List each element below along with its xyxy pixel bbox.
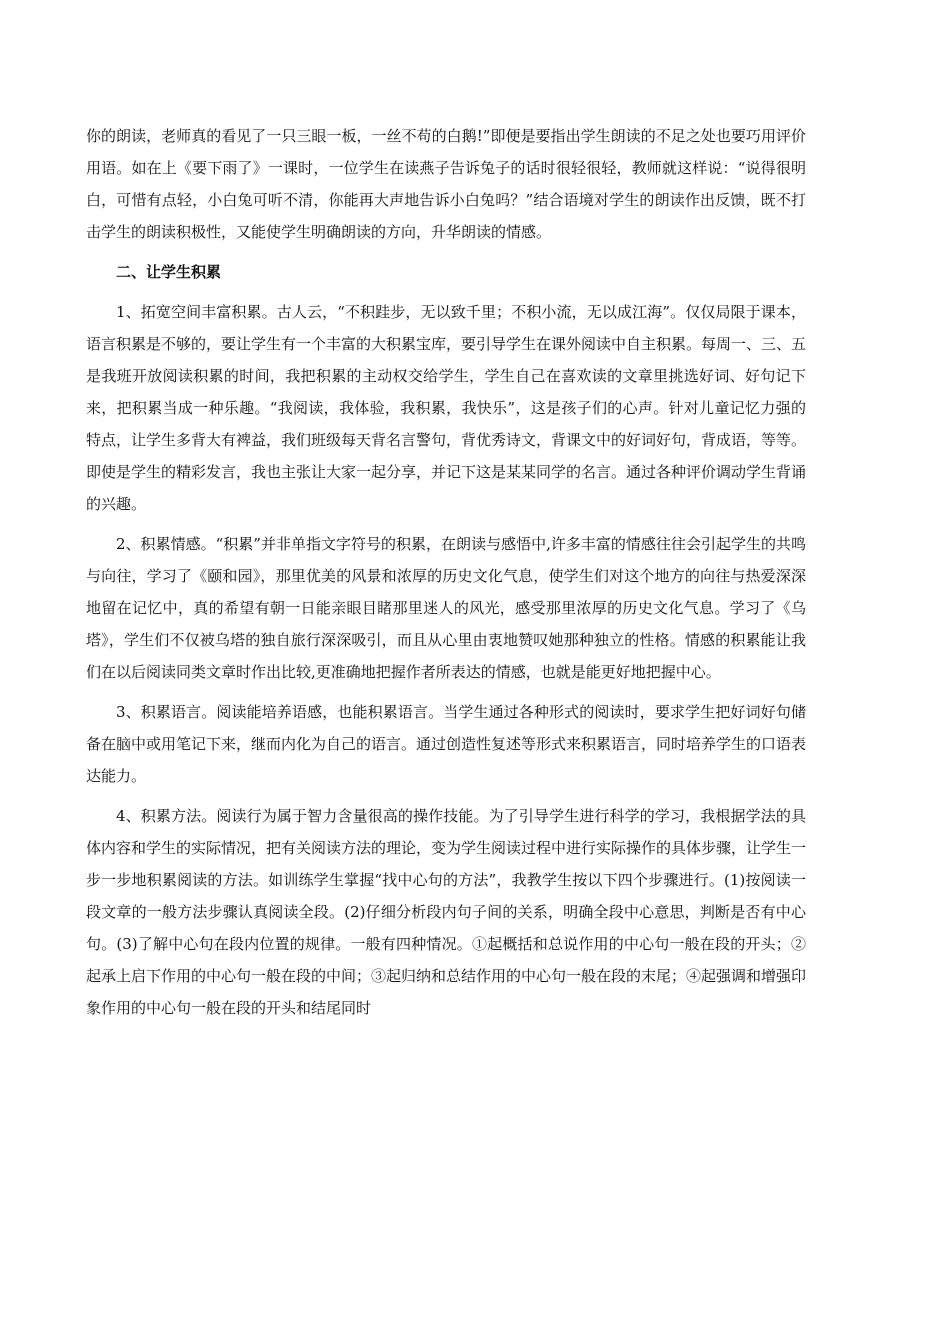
paragraph-item-1: 1、拓宽空间丰富积累。古人云，“不积跬步，无以致千里；不积小流，无以成江海”。仅仅局限于课本，语言积累是不够的，要让学生有一个丰富的大积累宝库，要引导学生在课外阅读中自主积累。每周一、三、五是我班开放阅读积累的时间，我把积累的主动权交给学生，学生自己在喜欢读的文章里挑选好词、好句记下来，把积累当成一种乐趣。“我阅读，我体验，我积累，我快乐”，这是孩子们的心声。针对儿童记忆力强的特点，让学生多背大有裨益，我们班级每天背名言警句，背优秀诗文，背课文中的好词好句，背成语，等等。即使是学生的精彩发言，我也主张让大家一起分享，并记下这是某某同学的名言。通过各种评价调动学生背诵的兴趣。 [86, 303, 807, 513]
paragraph-continuation: 你的朗读，老师真的看见了一只三眼一板，一丝不苟的白鹅!”即便是要指出学生朗读的不足之处也要巧用评价用语。如在上《要下雨了》一课时，一位学生在读燕子告诉兔子的话时很轻很轻，教师就这样说：“说得很明白，可惜有点轻，小白兔可听不清，你能再大声地告诉小白兔吗？”结合语境对学生的朗读作出反馈，既不打击学生的朗读积极性，又能使学生明确朗读的方向，升华朗读的情感。 [86, 127, 806, 241]
document-body [86, 120, 806, 1032]
paragraph-item-2: 2、积累情感。“积累”并非单指文字符号的积累，在朗读与感悟中,许多丰富的情感往往会引起学生的共鸣与向往，学习了《颐和园》，那里优美的风景和浓厚的历史文化气息，使学生们对这个地方的向往与热爱深深地留在记忆中，真的希望有朝一日能亲眼目睹那里迷人的风光，感受那里浓厚的历史文化气息。学习了《乌塔》，学生们不仅被乌塔的独自旅行深深吸引，而且从心里由衷地赞叹她那种独立的性格。情感的积累能让我们在以后阅读同类文章时作出比较,更准确地把握作者所表达的情感，也就是能更好地把握中心。 [86, 535, 806, 681]
paragraph-item-3: 3、积累语言。阅读能培养语感，也能积累语言。当学生通过各种形式的阅读时，要求学生把好词好句储备在脑中或用笔记下来，继而内化为自己的语言。通过创造性复述等形式来积累语言，同时培养学生的口语表达能力。 [86, 703, 807, 785]
section-heading: 二、让学生积累 [116, 263, 222, 281]
paragraph-item-4: 4、积累方法。阅读行为属于智力含量很高的操作技能。为了引导学生进行科学的学习，我根据学法的具体内容和学生的实际情况，把有关阅读方法的理论，变为学生阅读过程中进行实际操作的具体步骤，让学生一步一步地积累阅读的方法。如训练学生掌握“找中心句的方法”，我教学生按以下四个步骤进行。(1)按阅读一段文章的一般方法步骤认真阅读全段。(2)仔细分析段内句子间的关系，明确全段中心意思，判断是否有中心句。(3)了解中心句在段内位置的规律。一般有四种情况。①起概括和总说作用的中心句一般在段的开头；②起承上启下作用的中心句一般在段的中间；③起归纳和总结作用的中心句一般在段的末尾；④起强调和增强印象作用的中心句一般在段的开头和结尾同时 [86, 807, 807, 1017]
